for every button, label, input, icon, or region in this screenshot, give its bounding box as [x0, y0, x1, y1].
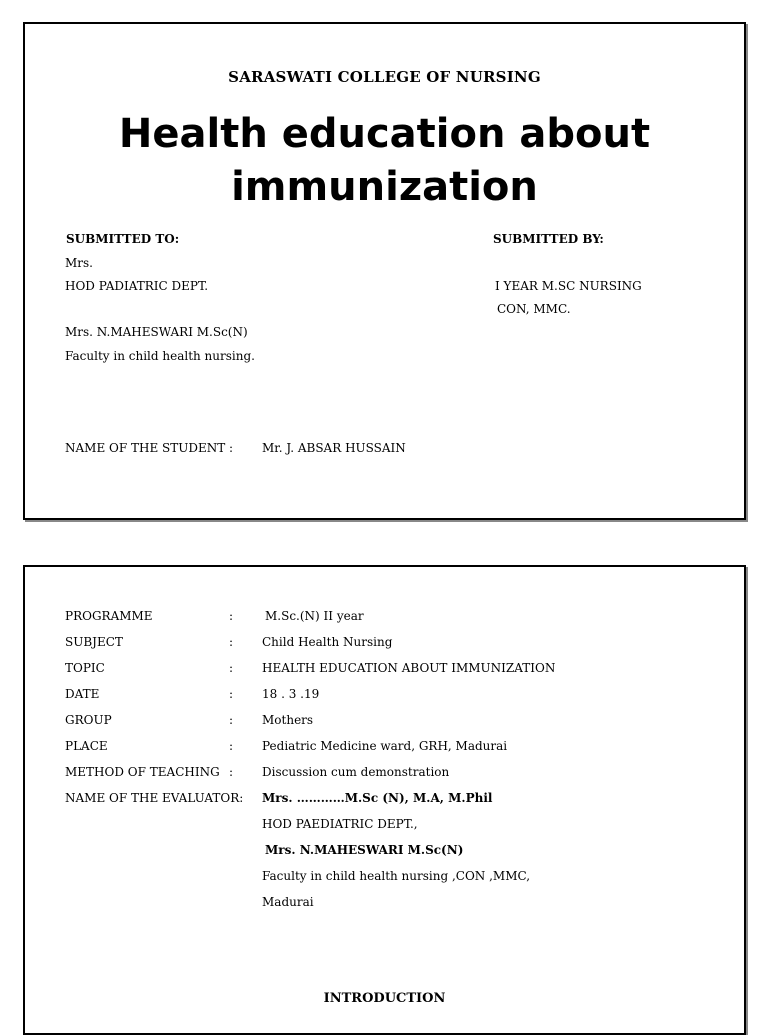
student-sep: :	[229, 441, 234, 455]
submitted-to-line: HOD PADIATRIC DEPT.	[65, 279, 209, 293]
row-label: GROUP	[65, 713, 112, 727]
row-label: DATE	[65, 687, 100, 701]
cover-page	[23, 22, 746, 520]
row-value: 18 . 3 .19	[262, 687, 320, 701]
row-value: M.Sc.(N) II year	[265, 609, 364, 623]
document-title: Health education about immunization	[118, 111, 651, 210]
row-value: Mrs. …………M.Sc (N), M.A, M.Phil	[262, 791, 493, 805]
submitted-by-line: CON, MMC.	[497, 302, 571, 316]
row-value: Discussion cum demonstration	[262, 765, 450, 779]
row-value: HEALTH EDUCATION ABOUT IMMUNIZATION	[262, 661, 556, 675]
submitted-to-line: Mrs.	[65, 256, 93, 270]
submitted-to-line: Mrs. N.MAHESWARI M.Sc(N)	[65, 325, 248, 339]
row-sep: :	[229, 609, 234, 623]
row-label: NAME OF THE EVALUATOR:	[65, 791, 244, 805]
row-sep: :	[229, 713, 234, 727]
row-label: SUBJECT	[65, 635, 123, 649]
evaluator-line: HOD PAEDIATRIC DEPT.,	[262, 817, 418, 831]
row-value: Pediatric Medicine ward, GRH, Madurai	[262, 739, 508, 753]
row-sep: :	[229, 635, 234, 649]
evaluator-line: Mrs. N.MAHESWARI M.Sc(N)	[265, 843, 464, 857]
row-label: PLACE	[65, 739, 108, 753]
row-label: PROGRAMME	[65, 609, 153, 623]
student-label: NAME OF THE STUDENT	[65, 441, 226, 455]
submitted-by-heading: SUBMITTED BY:	[493, 232, 604, 246]
row-value: Child Health Nursing	[262, 635, 393, 649]
college-name: SARASWATI COLLEGE OF NURSING	[228, 68, 541, 86]
evaluator-line: Faculty in child health nursing ,CON ,MMC,	[262, 869, 531, 883]
introduction-heading: INTRODUCTION	[323, 991, 446, 1006]
row-sep: :	[229, 661, 234, 675]
submitted-by-line: I YEAR M.SC NURSING	[495, 279, 642, 293]
row-sep: :	[229, 687, 234, 701]
student-name: Mr. J. ABSAR HUSSAIN	[262, 441, 406, 455]
submitted-to-heading: SUBMITTED TO:	[66, 232, 180, 246]
row-label: TOPIC	[65, 661, 105, 675]
submitted-to-line: Faculty in child health nursing.	[65, 349, 255, 363]
row-label: METHOD OF TEACHING	[65, 765, 220, 779]
details-page	[23, 565, 746, 1035]
row-sep: :	[229, 739, 234, 753]
row-sep: :	[229, 765, 234, 779]
row-value: Mothers	[262, 713, 314, 727]
evaluator-line: Madurai	[262, 895, 314, 909]
